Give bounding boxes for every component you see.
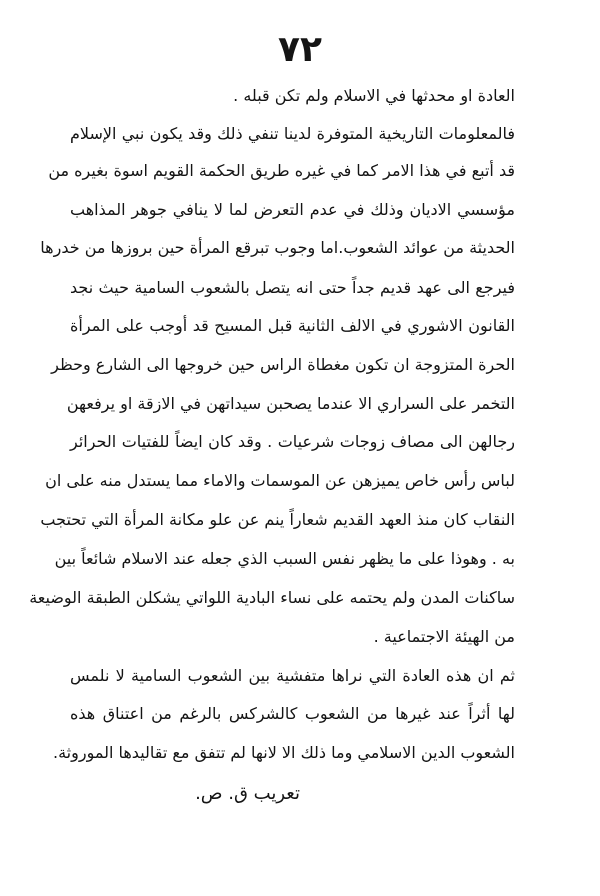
book-page: ٧٢ العادة او محدثها في الاسلام ولم تكن قبله . فالمعلومات التاريخية المتوفرة لدينا تنفي ذلك وقد يكون نبي الإسلام قد أتبع في هذا الامر كما في غيره طريق الحكمة القويم اسوة بغيره من مؤسسي الاديان وذلك في عدم التعرض لما لا ينافي جوهر المذاهب الحديثة من عوائد الشعوب.اما وجوب تبرقع المرأة حين بروزها من خدرها فيرجع الى عهد قديم جداً حتى انه يتصل بالشعوب السامية حيث نجد القانون الاشوري في الالف الثانية قبل المسيح قد أوجب على المرأة الحرة المتزوجة ان تكون مغطاة الراس حين خروجها الى الشارع وحظر التخمر على السراري الا عندما يصحبن سيداتهن في الازقة او يرفعهن رجالهن الى مصاف زوجات شرعيات . وقد كان ايضاً للفتيات الحرائر لباس رأس خاص يميزهن عن الموسمات والاماء مما يستدل منه على ان النقاب كان منذ العهد القديم شعاراً ينم عن علو مكانة المرأة التي تحتجب به . وهوذا على ما يظهر نفس السبب الذي جعله عند الاسلام شائعاً بين ساكنات المدن ولم يحتمه على نساء البادية اللواتي يشكلن الطبقة الوضيعة من الهيئة الاجتماعية . ثم ان هذه العادة التي نراها متفشية بين الشعوب السامية لا نلمس لها أثراً عند غيرها من الشعوب كالشركس بالرغم من اعتناق هذه الشعوب الدين الاسلامي وما ذلك الا لانها لم تتفق مع تقاليدها الموروثة. تعريب ق. ص. — [0, 0, 600, 896]
text-line-18: الشعوب الدين الاسلامي وما ذلك الا لانها لم تتفق مع تقاليدها الموروثة. — [53, 743, 515, 762]
text-line-12: النقاب كان منذ العهد القديم شعاراً ينم عن علو مكانة المرأة التي تحتجب — [40, 510, 515, 529]
text-line-15: من الهيئة الاجتماعية . — [373, 627, 515, 646]
text-line-13: به . وهوذا على ما يظهر نفس السبب الذي جعله عند الاسلام شائعاً بين — [54, 549, 515, 568]
text-line-16: ثم ان هذه العادة التي نراها متفشية بين الشعوب السامية لا نلمس — [70, 666, 515, 685]
text-line-5: الحديثة من عوائد الشعوب.اما وجوب تبرقع المرأة حين بروزها من خدرها — [40, 238, 515, 257]
text-line-3: قد أتبع في هذا الامر كما في غيره طريق الحكمة القويم اسوة بغيره من — [48, 161, 515, 180]
text-line-2: فالمعلومات التاريخية المتوفرة لدينا تنفي ذلك وقد يكون نبي الإسلام — [70, 124, 515, 143]
page-number: ٧٢ — [278, 29, 322, 70]
text-line-7: القانون الاشوري في الالف الثانية قبل المسيح قد أوجب على المرأة — [70, 316, 515, 335]
text-line-17: لها أثراً عند غيرها من الشعوب كالشركس بالرغم من اعتناق هذه — [70, 704, 515, 723]
text-line-1: العادة او محدثها في الاسلام ولم تكن قبله . — [233, 86, 515, 105]
text-line-14: ساكنات المدن ولم يحتمه على نساء البادية اللواتي يشكلن الطبقة الوضيعة — [29, 588, 515, 607]
text-line-4: مؤسسي الاديان وذلك في عدم التعرض لما لا ينافي جوهر المذاهب — [70, 200, 515, 219]
text-line-11: لباس رأس خاص يميزهن عن الموسمات والاماء مما يستدل منه على ان — [45, 471, 515, 490]
text-line-9: التخمر على السراري الا عندما يصحبن سيداتهن في الازقة او يرفعهن — [66, 394, 515, 413]
text-line-10: رجالهن الى مصاف زوجات شرعيات . وقد كان ايضاً للفتيات الحرائر — [70, 432, 515, 451]
text-line-8: الحرة المتزوجة ان تكون مغطاة الراس حين خروجها الى الشارع وحظر — [51, 355, 515, 374]
text-line-6: فيرجع الى عهد قديم جداً حتى انه يتصل بالشعوب السامية حيث نجد — [70, 278, 515, 297]
